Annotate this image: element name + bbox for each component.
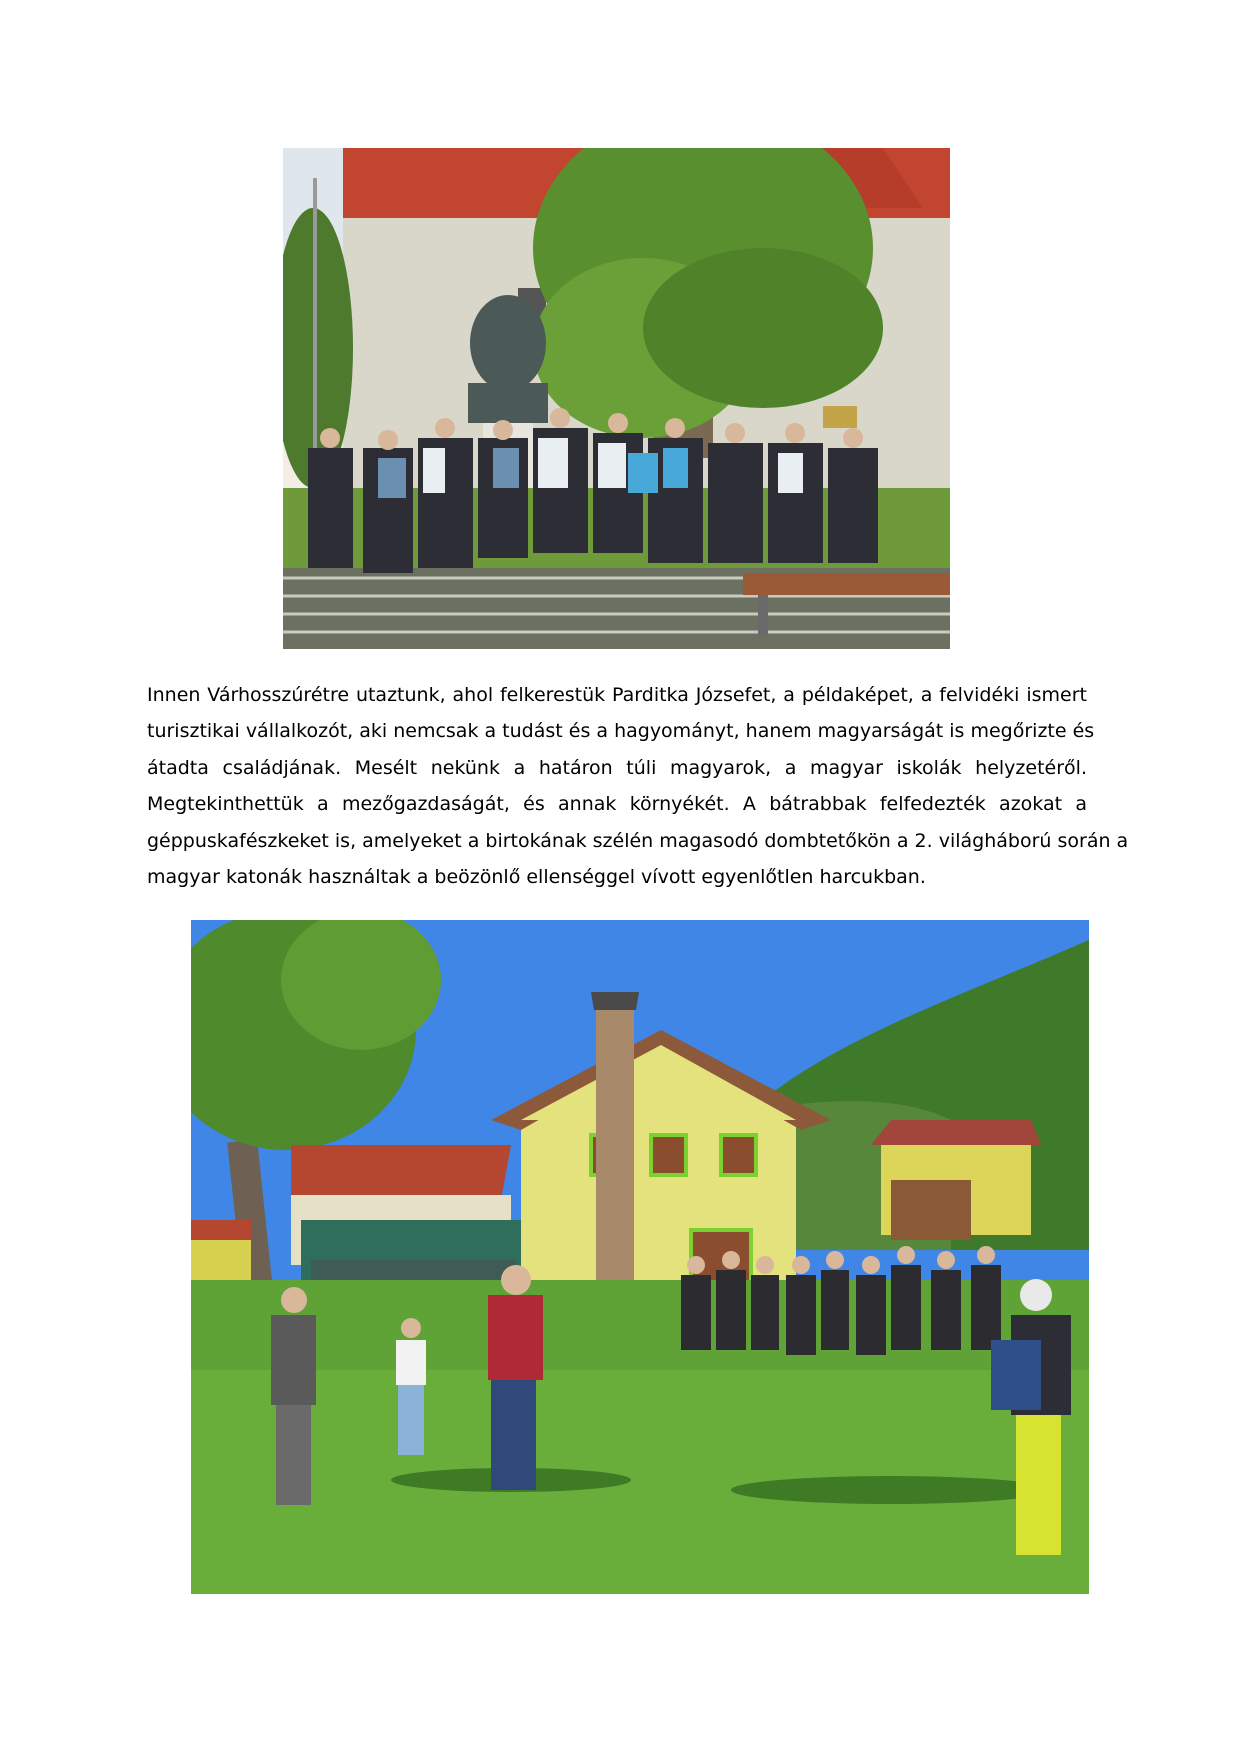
group-photo-statue — [283, 148, 950, 649]
paragraph-line: átadta családjának. Mesélt nekünk a határon túli magyarok, a magyar iskolák helyzetéről. — [147, 756, 1087, 779]
paragraph-line: géppuskafészkeket is, amelyeket a birtokának szélén magasodó dombtetőkön a 2. világháború során a — [147, 829, 1129, 852]
paragraph-line: turisztikai vállalkozót, aki nemcsak a tudást és a hagyományt, hanem magyarságát is megőrizte és — [147, 720, 1095, 743]
group-photo-guesthouse — [191, 920, 1089, 1594]
body-paragraph — [147, 677, 1129, 895]
paragraph-line: Innen Várhosszúrétre utaztunk, ahol felkerestük Parditka Józsefet, a példaképet, a felvidéki ismert — [147, 684, 1087, 706]
paragraph-line: magyar katonák használtak a beözönlő ellenséggel vívott egyenlőtlen harcukban. — [147, 866, 926, 889]
paragraph-line: Megtekinthettük a mezőgazdaságát, és annak környékét. A bátrabbak felfedezték azokat a — [147, 793, 1087, 816]
